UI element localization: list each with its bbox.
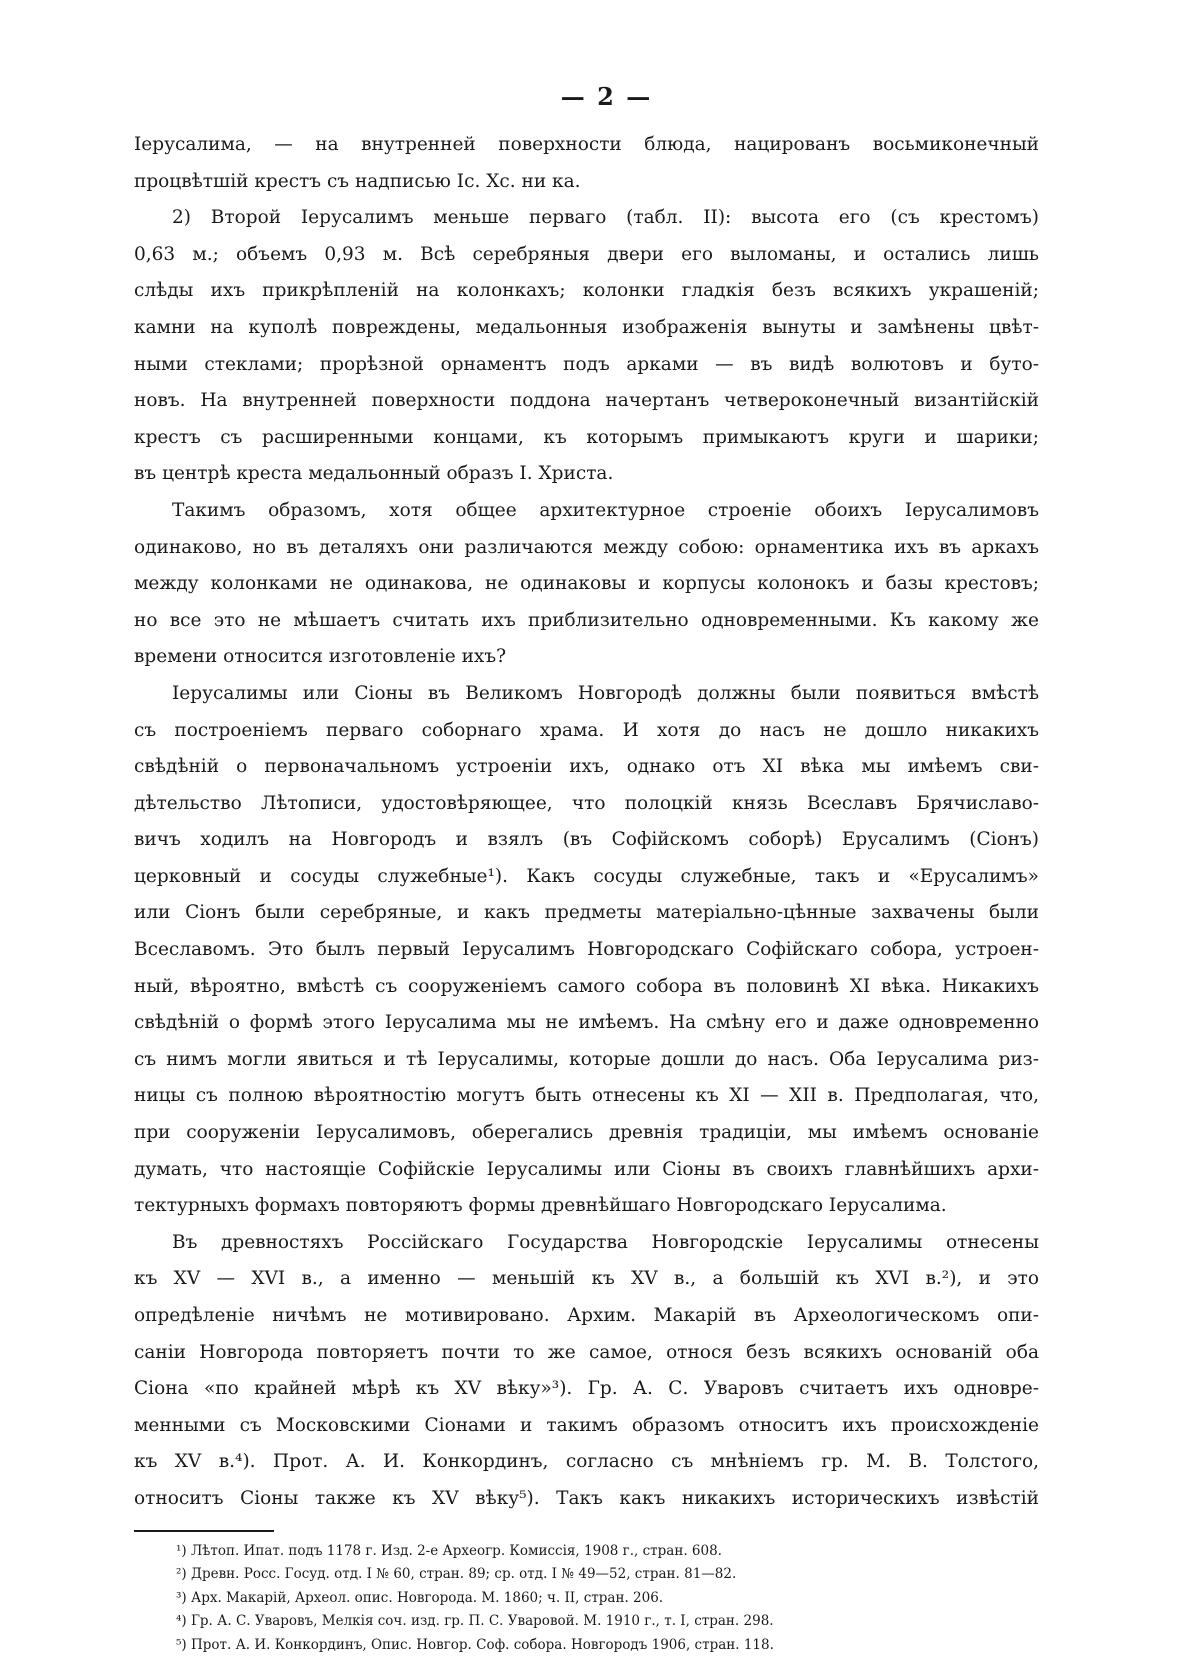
text-line: думать, что настоящіе Софійскіе Іерусалимы или Сіоны въ своихъ главнѣйшихъ архи- bbox=[134, 1158, 1039, 1180]
text-line: 0,63 м.; объемъ 0,93 м. Всѣ серебряныя двери его выломаны, и остались лишь bbox=[134, 243, 1039, 265]
text-line: свѣдѣній о формѣ этого Іерусалима мы не имѣемъ. На смѣну его и даже одновременно bbox=[134, 1012, 1039, 1034]
text-line: Такимъ образомъ, хотя общее архитектурное строеніе обоихъ Іерусалимовъ bbox=[172, 499, 1039, 521]
text-line: къ XV в.⁴). Прот. А. И. Конкординъ, согласно съ мнѣніемъ гр. М. В. Толстого, bbox=[134, 1451, 1039, 1473]
text-line: менными съ Московскими Сіонами и такимъ образомъ относитъ ихъ происхожденіе bbox=[134, 1414, 1039, 1436]
text-line: тектурныхъ формахъ повторяютъ формы древнѣйшаго Новгородскаго Іерусалима. bbox=[134, 1195, 947, 1217]
footnote-divider bbox=[134, 1530, 274, 1532]
text-line: крестъ съ расширенными концами, къ которымъ примыкаютъ круги и шарики; bbox=[134, 426, 1039, 448]
footnote: ²) Древн. Росс. Госуд. отд. I № 60, стран. 89; ср. отд. I № 49—52, стран. 81—82. bbox=[176, 1566, 737, 1583]
text-line: процвѣтшій крестъ съ надписью Іс. Хс. ни ка. bbox=[134, 170, 581, 192]
text-line: камни на куполѣ повреждены, медальонныя изображенія вынуты и замѣнены цвѣт- bbox=[134, 316, 1039, 338]
footnote: ³) Арх. Макарій, Археол. опис. Новгорода. М. 1860; ч. II, стран. 206. bbox=[176, 1589, 664, 1606]
text-line: новъ. На внутренней поверхности поддона начертанъ четвероконечный византійскій bbox=[134, 390, 1039, 412]
text-line: 2) Второй Іерусалимъ меньше перваго (табл. II): высота его (съ крестомъ) bbox=[172, 207, 1039, 229]
text-line: свѣдѣній о первоначальномъ устроеніи ихъ, однако отъ XI вѣка мы имѣемъ сви- bbox=[134, 756, 1039, 778]
footnote: ⁴) Гр. А. С. Уваровъ, Мелкія соч. изд. гр. П. С. Уваровой. М. 1910 г., т. I, стран. 298. bbox=[176, 1613, 774, 1630]
footnotes bbox=[134, 1540, 1039, 1657]
text-line: Сіона «по крайней мѣрѣ къ XV вѣку»³). Гр. А. С. Уваровъ считаетъ ихъ одновре- bbox=[134, 1378, 1039, 1400]
text-line: саніи Новгорода повторяетъ почти то же самое, относя безъ всякихъ основаній оба bbox=[134, 1341, 1039, 1363]
text-line: дѣтельство Лѣтописи, удостовѣряющее, что полоцкій князь Всеславъ Брячиславо- bbox=[134, 792, 1039, 814]
text-line: Всеславомъ. Это былъ первый Іерусалимъ Новгородскаго Софійскаго собора, устроен- bbox=[134, 939, 1039, 961]
text-line: ницы съ полною вѣроятностію могутъ быть отнесены къ XI — XII в. Предполагая, что, bbox=[134, 1085, 1039, 1107]
text-line: съ нимъ могли явиться и тѣ Іерусалимы, которые дошли до насъ. Оба Іерусалима риз- bbox=[134, 1048, 1039, 1070]
text-line: времени относится изготовленіе ихъ? bbox=[134, 646, 507, 668]
text-line: къ XV — XVI в., а именно — меньшій къ XV в., а большій къ XVI в.²), и это bbox=[134, 1268, 1039, 1290]
text-line: Іерусалимы или Сіоны въ Великомъ Новгородѣ должны были появиться вмѣстѣ bbox=[172, 682, 1039, 704]
footnote: ¹) Лѣтоп. Ипат. подъ 1178 г. Изд. 2-е Археогр. Комиссія, 1908 г., стран. 608. bbox=[176, 1542, 722, 1559]
text-line: между колонками не одинакова, не одинаковы и корпусы колонокъ и базы крестовъ; bbox=[134, 573, 1039, 595]
text-line: ными стеклами; прорѣзной орнаментъ подъ арками — въ видѣ волютовъ и буто- bbox=[134, 353, 1039, 375]
page-number: — 2 — bbox=[560, 82, 653, 111]
footnote: ⁵) Прот. А. И. Конкординъ, Опис. Новгор. Соф. собора. Новгородъ 1906, стран. 118. bbox=[176, 1636, 774, 1653]
text-line: ный, вѣроятно, вмѣстѣ съ сооруженіемъ самого собора въ половинѣ XI вѣка. Никакихъ bbox=[134, 975, 1039, 997]
text-line: одинаково, но въ деталяхъ они различаются между собою: орнаментика ихъ въ аркахъ bbox=[134, 536, 1039, 558]
text-line: Въ древностяхъ Россійскаго Государства Новгородскіе Іерусалимы отнесены bbox=[172, 1231, 1039, 1253]
text-line: слѣды ихъ прикрѣпленій на колонкахъ; колонки гладкія безъ всякихъ украшеній; bbox=[134, 280, 1039, 302]
text-line: относитъ Сіоны также къ XV вѣку⁵). Такъ какъ никакихъ историческихъ извѣстій bbox=[134, 1487, 1039, 1509]
text-line: церковный и сосуды служебные¹). Какъ сосуды служебные, такъ и «Ерусалимъ» bbox=[134, 865, 1039, 887]
text-line: Іерусалима, — на внутренней поверхности блюда, нацированъ восьмиконечный bbox=[134, 134, 1039, 155]
text-line: или Сіонъ были серебряные, и какъ предметы матеріально-цѣнные захвачены были bbox=[134, 902, 1039, 924]
text-line: съ построеніемъ перваго соборнаго храма. И хотя до насъ не дошло никакихъ bbox=[134, 719, 1039, 741]
text-line: но все это не мѣшаетъ считать ихъ приблизительно одновременными. Къ какому же bbox=[134, 609, 1039, 631]
text-line: въ центрѣ креста медальонный образъ І. Христа. bbox=[134, 463, 614, 485]
text-line: опредѣленіе ничѣмъ не мотивировано. Архим. Макарій въ Археологическомъ опи- bbox=[134, 1305, 1039, 1326]
text-line: при сооруженіи Іерусалимовъ, оберегались древнія традиціи, мы имѣемъ основаніе bbox=[134, 1122, 1039, 1144]
body-text bbox=[134, 127, 1039, 1518]
text-line: вичъ ходилъ на Новгородъ и взялъ (въ Софійскомъ соборѣ) Ерусалимъ (Сіонъ) bbox=[134, 829, 1039, 851]
